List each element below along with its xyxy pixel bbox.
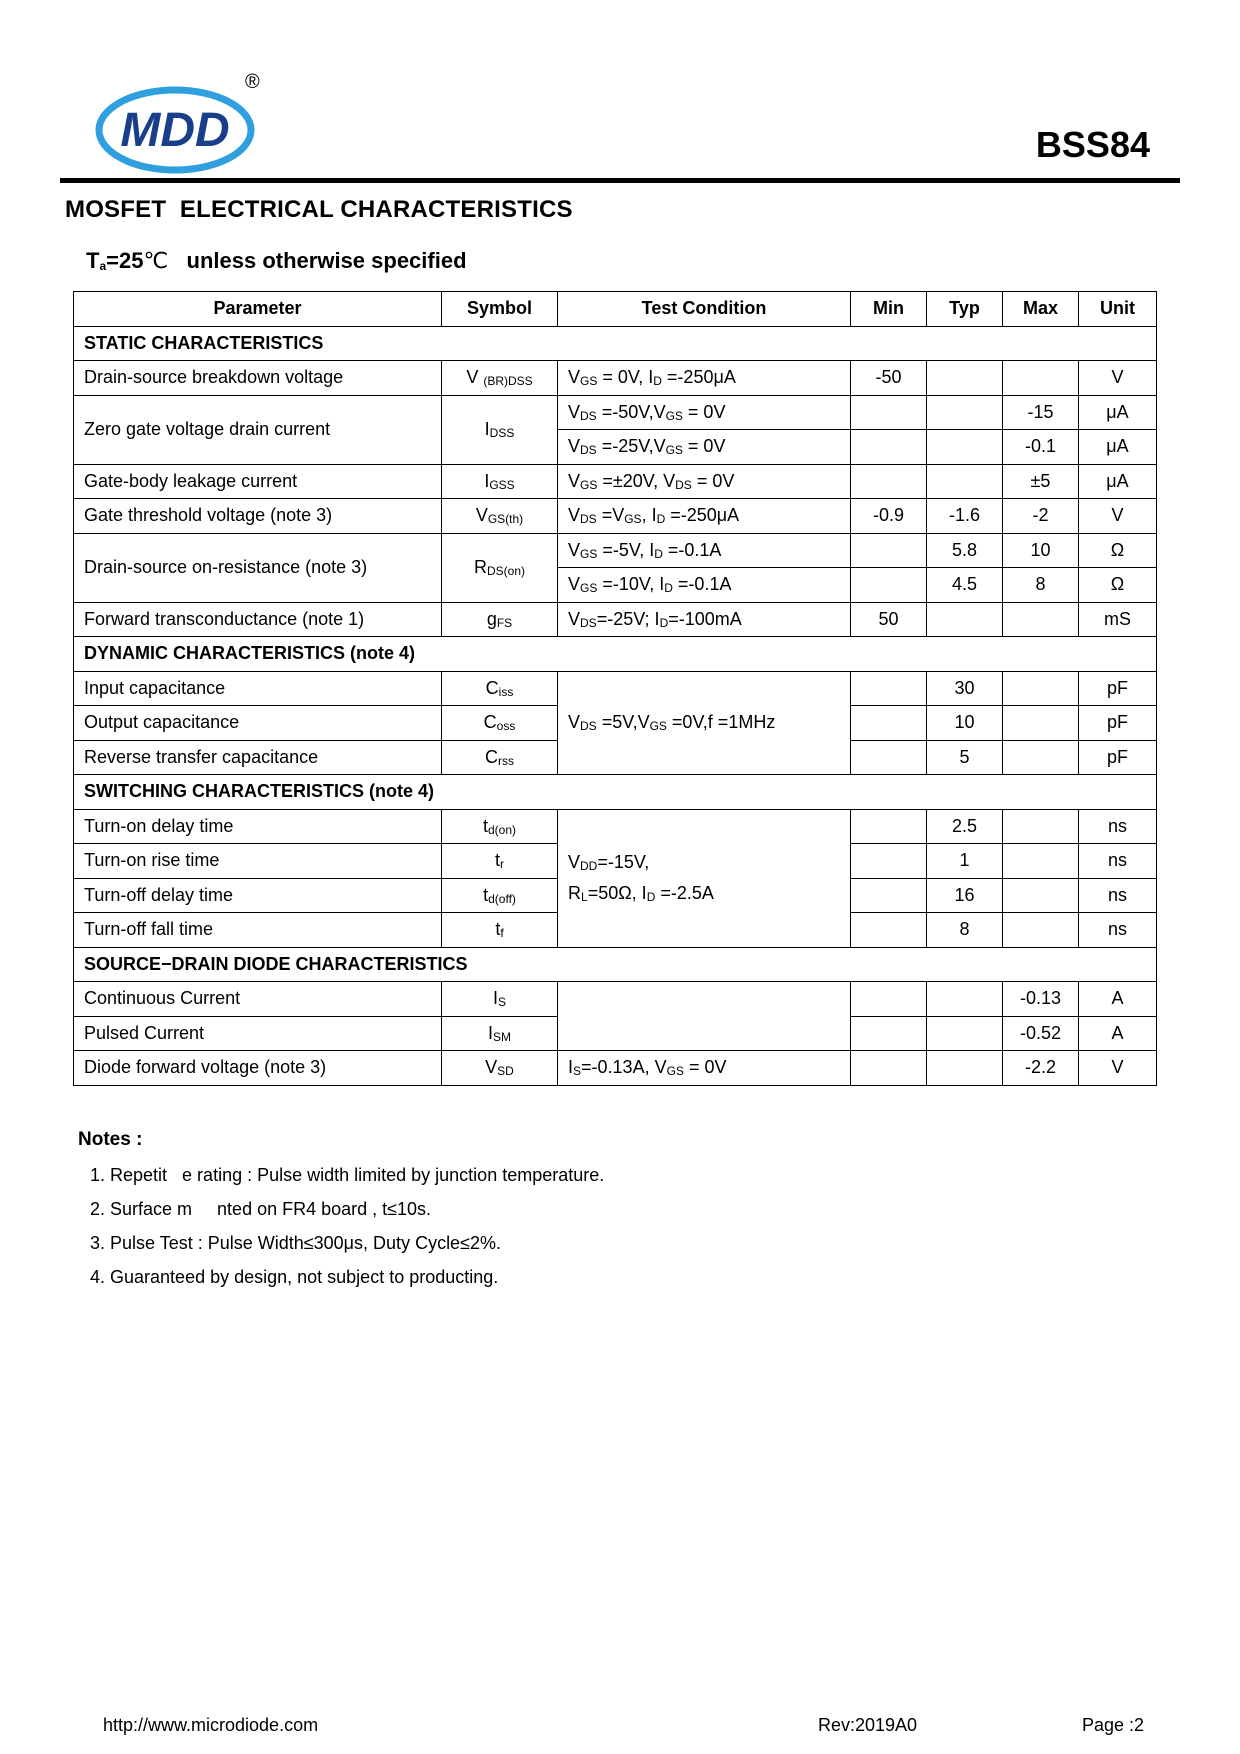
table-row: $V_{GS} =-10V$, $I_D =-0.1A$ 4.5 8 Ω bbox=[74, 568, 1157, 603]
table-header-row bbox=[74, 292, 1157, 327]
table-row: Zero gate voltage drain current $I_{DSS}$ $V_{DS} =-50V,V_{GS} = 0V$ -15 μA bbox=[74, 395, 1157, 430]
symbol: $C_{rss}$ bbox=[442, 740, 558, 775]
symbol: $t_f$ bbox=[442, 913, 558, 948]
symbol: $I_{GSS}$ bbox=[442, 464, 558, 499]
symbol: $V_{GS(th)}$ bbox=[442, 499, 558, 534]
table-row: Turn-off fall time $t_f$ 8 ns bbox=[74, 913, 1157, 948]
table-row: Output capacitance $C_{oss}$ 10 pF bbox=[74, 706, 1157, 741]
header-rule bbox=[60, 178, 1180, 183]
col-min: Min bbox=[851, 292, 927, 327]
symbol: $I_{DSS}$ bbox=[442, 395, 558, 464]
table-row: Pulsed Current $I_{SM}$ -0.52 A bbox=[74, 1016, 1157, 1051]
part-number: BSS84 bbox=[1035, 124, 1150, 165]
symbol: $C_{oss}$ bbox=[442, 706, 558, 741]
page-title: MOSFET ELECTRICAL CHARACTERISTICS bbox=[65, 196, 573, 223]
footer-revision: Rev:2019A0 bbox=[818, 1715, 918, 1735]
list-item: 1. Repetit e rating : Pulse width limited by junction temperature. bbox=[90, 1165, 605, 1185]
col-symbol: Symbol bbox=[442, 292, 558, 327]
section-row bbox=[74, 775, 1157, 810]
footer-url[interactable]: http://www.microdiode.com bbox=[103, 1715, 319, 1735]
table-row: Gate-body leakage current $I_{GSS}$ $V_{GS} =\pm 20V$, $V_{DS} = 0V$ ±5 μA bbox=[74, 464, 1157, 499]
symbol: $t_r$ bbox=[442, 844, 558, 879]
symbol: $C_{iss}$ bbox=[442, 671, 558, 706]
ambient-condition: $T_a=25℃$ unless otherwise specified bbox=[86, 248, 467, 273]
list-item: 4. Guaranteed by design, not subject to producting. bbox=[90, 1267, 499, 1287]
notes-heading: Notes : bbox=[78, 1129, 143, 1150]
table-row: Gate threshold voltage (note 3) $V_{GS(th)}$ $V_{DS} =V_{GS}$, $I_D =-250\mu A$ -0.9 -1.6 -2 V bbox=[74, 499, 1157, 534]
logo-letters: MDD bbox=[120, 104, 230, 157]
list-item: 2. Surface m nted on FR4 board , t≤10s. bbox=[90, 1199, 432, 1219]
notes-list bbox=[90, 1158, 604, 1294]
switching-condition: $V_{DD}=-15V$, $R_L=50\Omega$, $I_D =-2.5A$ bbox=[558, 809, 851, 947]
table-row: Reverse transfer capacitance $C_{rss}$ 5 pF bbox=[74, 740, 1157, 775]
symbol: $t_{d(on)}$ bbox=[442, 809, 558, 844]
col-typ: Typ bbox=[927, 292, 1003, 327]
table-row: Turn-on delay time $t_{d(on)}$ $V_{DD}=-15V$, $R_L=50\Omega$, $I_D =-2.5A$ 2.5 ns bbox=[74, 809, 1157, 844]
table-row: Continuous Current $I_S$ -0.13 A bbox=[74, 982, 1157, 1017]
section-row bbox=[74, 637, 1157, 672]
registered-mark: ® bbox=[245, 71, 260, 93]
list-item: 3. Pulse Test : Pulse Width≤300μs, Duty Cycle≤2%. bbox=[90, 1233, 501, 1253]
symbol: $I_{SM}$ bbox=[442, 1016, 558, 1051]
table-row: Forward transconductance (note 1) $g_{FS}$ $V_{DS}=-25V$; $I_D=-100mA$ 50 mS bbox=[74, 602, 1157, 637]
section-switching: SWITCHING CHARACTERISTICS (note 4) bbox=[74, 775, 1157, 810]
section-row bbox=[74, 326, 1157, 361]
col-parameter: Parameter bbox=[74, 292, 442, 327]
table-row: Diode forward voltage (note 3) $V_{SD}$ $I_S=-0.13A$, $V_{GS} = 0V$ -2.2 V bbox=[74, 1051, 1157, 1086]
symbol: $R_{DS(on)}$ bbox=[442, 533, 558, 602]
symbol: $I_S$ bbox=[442, 982, 558, 1017]
table-row: Turn-on rise time $t_r$ 1 ns bbox=[74, 844, 1157, 879]
table-row: Input capacitance $C_{iss}$ $V_{DS} =5V,V_{GS} =0V,f =1MHz$ 30 pF bbox=[74, 671, 1157, 706]
mdd-logo bbox=[95, 68, 275, 178]
table-row: $V_{DS} =-25V,V_{GS} = 0V$ -0.1 μA bbox=[74, 430, 1157, 465]
table-row: Turn-off delay time $t_{d(off)}$ 16 ns bbox=[74, 878, 1157, 913]
col-test-condition: Test Condition bbox=[558, 292, 851, 327]
symbol: V $_{(BR)DSS}$ bbox=[442, 361, 558, 396]
symbol: $t_{d(off)}$ bbox=[442, 878, 558, 913]
section-row bbox=[74, 947, 1157, 982]
table-row: Drain-source breakdown voltage V $_{(BR)DSS}$ $V_{GS} = 0V$, $I_D =-250\mu A$ -50 V bbox=[74, 361, 1157, 396]
section-static: STATIC CHARACTERISTICS bbox=[74, 326, 1157, 361]
section-dynamic: DYNAMIC CHARACTERISTICS (note 4) bbox=[74, 637, 1157, 672]
section-diode: SOURCE−DRAIN DIODE CHARACTERISTICS bbox=[74, 947, 1157, 982]
electrical-characteristics-table bbox=[73, 291, 1157, 1086]
table-row: Drain-source on-resistance (note 3) $R_{DS(on)}$ $V_{GS} =-5V$, $I_D =-0.1A$ 5.8 10 Ω bbox=[74, 533, 1157, 568]
symbol: $V_{SD}$ bbox=[442, 1051, 558, 1086]
symbol: $g_{FS}$ bbox=[442, 602, 558, 637]
col-max: Max bbox=[1003, 292, 1079, 327]
col-unit: Unit bbox=[1079, 292, 1157, 327]
footer-page-number: Page :2 bbox=[1082, 1715, 1145, 1735]
